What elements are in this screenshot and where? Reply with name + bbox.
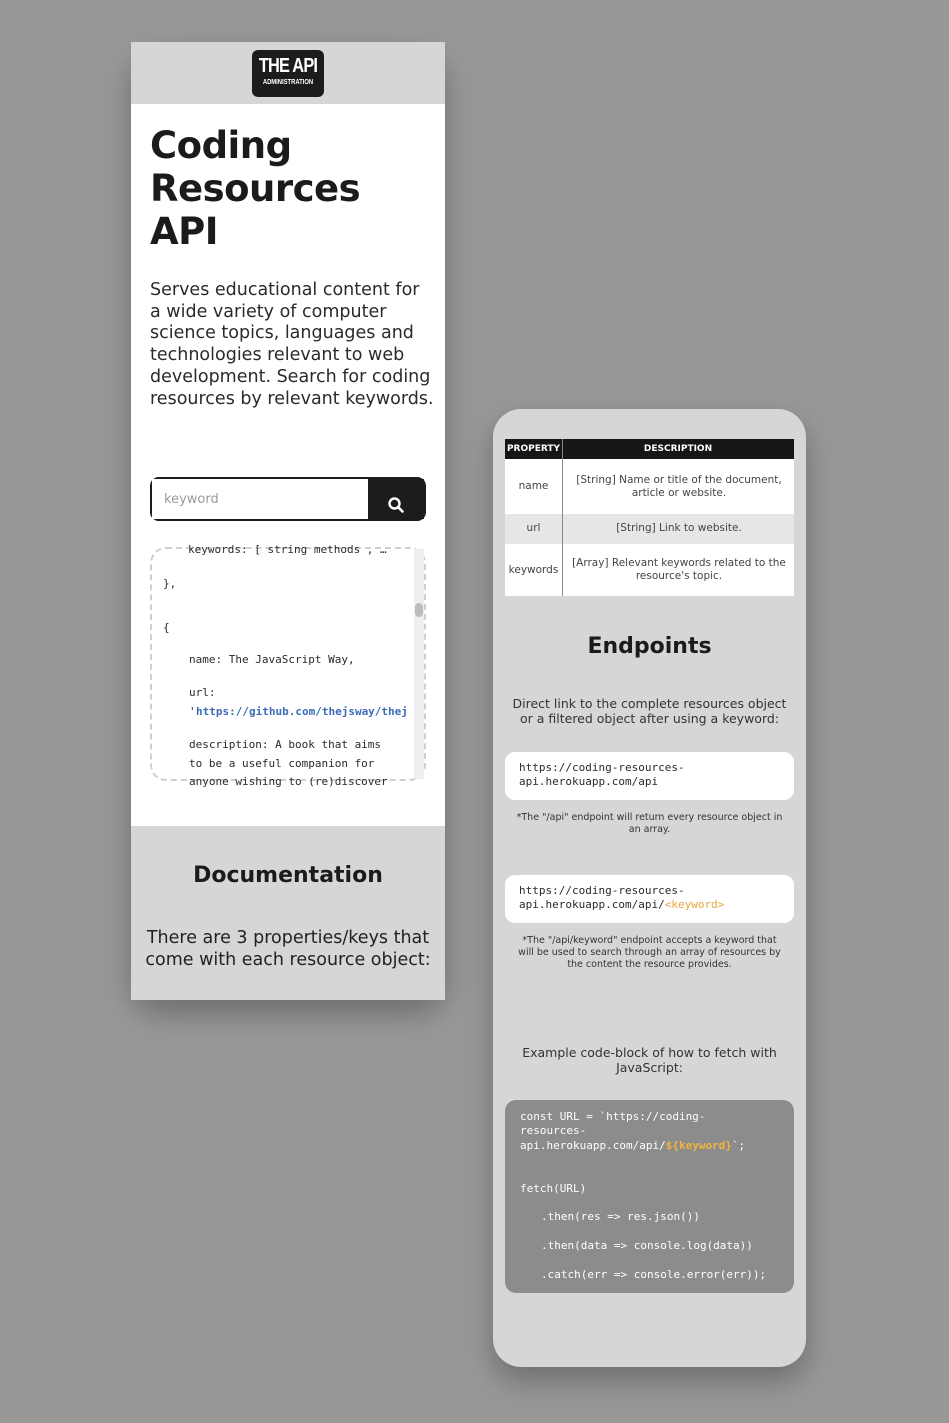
- api-endpoint-note: *The "/api" endpoint will return every resource object in an array.: [516, 812, 783, 835]
- logo-line-1: THE API: [258, 55, 318, 77]
- mobile-screen-docs: [493, 409, 806, 1367]
- documentation-section: [131, 826, 445, 1000]
- mobile-screen-home: [131, 42, 445, 1000]
- code-line: .then(data => console.log(data)): [541, 1239, 753, 1252]
- endpoint-url-line: api.herokuapp.com/api: [519, 775, 659, 788]
- resource-link[interactable]: https://github.com/thejsway/thej: [196, 705, 408, 718]
- code-line: },: [163, 577, 177, 590]
- search-bar: [150, 477, 426, 521]
- documentation-heading: Documentation: [193, 863, 383, 888]
- page-title: [150, 124, 430, 253]
- endpoints-heading: Endpoints: [587, 634, 712, 659]
- code-line: fetch(URL): [520, 1182, 587, 1195]
- code-line: description: A book that aims: [189, 738, 382, 751]
- table-row: [505, 514, 794, 544]
- api-endpoint-box[interactable]: [505, 752, 794, 800]
- property-description: [String] Name or title of the document, article or website.: [576, 474, 782, 499]
- properties-table: [505, 439, 794, 596]
- code-line: url:: [189, 686, 216, 699]
- fetch-example-code[interactable]: [505, 1100, 794, 1293]
- code-line: {: [163, 621, 170, 634]
- site-header: [131, 42, 445, 104]
- property-name: url: [526, 522, 541, 534]
- title-line: API: [150, 210, 219, 253]
- keyword-search-input[interactable]: [152, 479, 368, 519]
- title-line: Resources: [150, 167, 361, 210]
- logo-line-2: ADMINISTRATION: [262, 77, 314, 86]
- keyword-endpoint-box[interactable]: [505, 875, 794, 923]
- code-scrollbar[interactable]: [414, 549, 424, 779]
- scrollbar-thumb[interactable]: [415, 603, 423, 617]
- api-response-preview[interactable]: [150, 543, 426, 788]
- magnifier-icon: [387, 496, 405, 514]
- documentation-intro: There are 3 properties/keys that come with each resource object:: [145, 928, 431, 970]
- code-line: anyone wishing to (re)discover: [189, 775, 388, 788]
- code-fragment: `;: [731, 1139, 746, 1152]
- property-name: name: [518, 480, 549, 492]
- code-line: ': [189, 705, 196, 718]
- code-fragment: api.herokuapp.com/api/: [520, 1139, 666, 1152]
- hero-description: Serves educational content for a wide variety of computer science topics, languages and technologies relevant to web development. Search for coding resources by relevant keywords.: [150, 280, 434, 409]
- endpoint-url-base: api.herokuapp.com/api/: [519, 898, 665, 911]
- code-line: .then(res => res.json()): [541, 1210, 700, 1223]
- code-line: const URL = `https://coding-: [520, 1110, 706, 1123]
- code-line: name: The JavaScript Way,: [189, 653, 355, 666]
- property-name: keywords: [508, 564, 559, 576]
- code-line: .catch(err => console.error(err));: [541, 1268, 767, 1281]
- table-header-description: DESCRIPTION: [562, 439, 794, 459]
- endpoint-url-line: https://coding-resources-: [519, 761, 685, 774]
- endpoints-description: Direct link to the complete resources object or a filtered object after using a keyword:: [512, 696, 787, 726]
- search-button[interactable]: [368, 479, 424, 519]
- code-line: to be a useful companion for: [189, 757, 375, 770]
- api-administration-logo[interactable]: [252, 50, 324, 97]
- template-variable: ${keyword}: [665, 1139, 732, 1152]
- property-description: [String] Link to website.: [616, 522, 742, 534]
- endpoint-url-line: [519, 898, 780, 912]
- table-row: [505, 459, 794, 514]
- keyword-placeholder: <keyword>: [664, 898, 725, 911]
- code-line: resources-: [520, 1124, 587, 1137]
- endpoint-url-line: https://coding-resources-: [519, 884, 685, 897]
- example-label: Example code-block of how to fetch with JavaScript:: [522, 1045, 777, 1075]
- table-header-property: PROPERTY: [505, 439, 562, 459]
- keyword-endpoint-note: *The "/api/keyword" endpoint accepts a keyword that will be used to search through an array of resources by the content the resource provides.: [518, 935, 781, 970]
- hero-section: [131, 104, 445, 826]
- title-line: Coding: [150, 124, 292, 167]
- code-line: keywords: [ string methods , …: [188, 543, 387, 556]
- property-description: [Array] Relevant keywords related to the resource's topic.: [572, 557, 786, 582]
- table-row: [505, 544, 794, 596]
- table-divider: [562, 439, 563, 596]
- code-line: [520, 1139, 745, 1154]
